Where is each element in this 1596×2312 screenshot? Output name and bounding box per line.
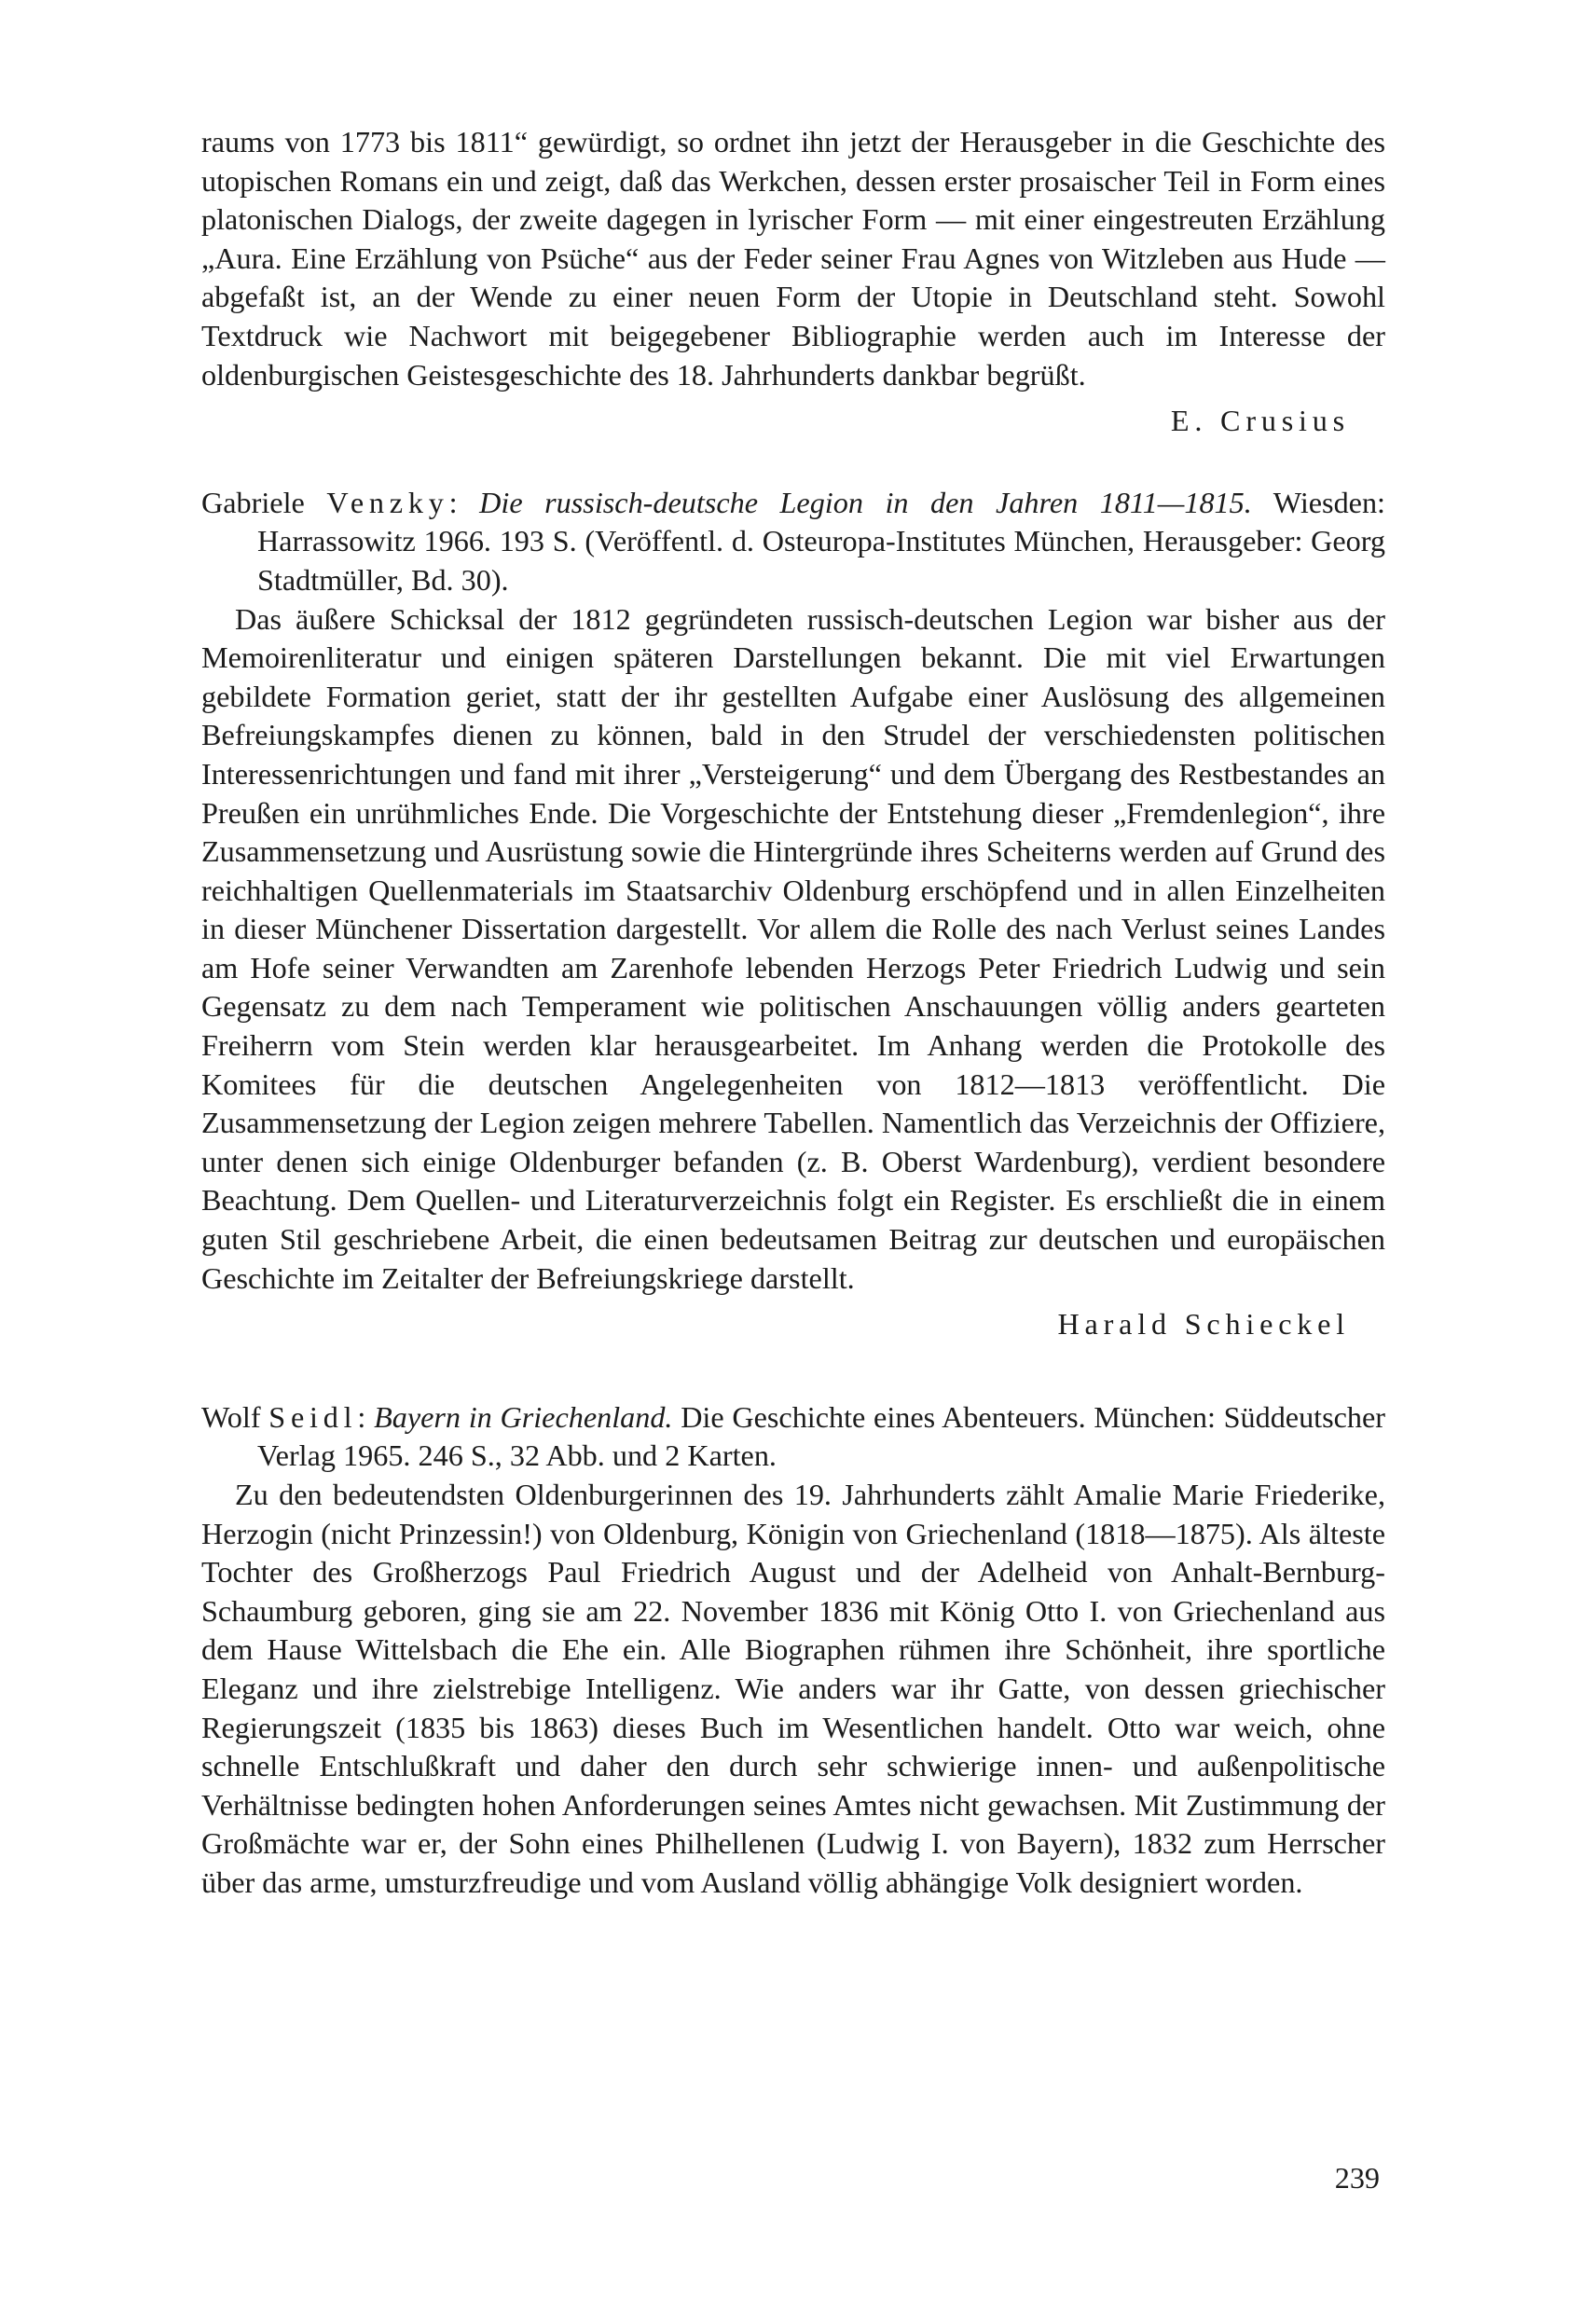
reviewer-signature: Harald Schieckel — [1057, 1307, 1350, 1342]
body-paragraph: raums von 1773 bis 1811“ gewürdigt, so ordnet ihn jetzt der Herausgeber in die Geschichte des utopischen Romans ein und zeigt, daß das Werkchen, dessen erster prosaischer Teil in Form eines platonischen Dialogs, der zweite dagegen in lyrischer Form — mit einer eingestreuten Erzählung „Aura. Eine Erzählung von Psüche“ aus der Feder seiner Frau Agnes von Witzleben aus Hude — abgefaßt ist, an der Wende zu einer neuen Form der Utopie in Deutschland steht. Sowohl Textdruck wie Nachwort mit beigegebener Bibliographie werden auch im Interesse der oldenburgischen Geistesgeschichte des 18. Jahrhunderts dankbar begrüßt. — [201, 125, 1385, 392]
bibliographic-entry — [201, 1398, 1385, 1476]
author-separator: : — [448, 485, 458, 519]
publication-details: Wiesden: Harrassowitz 1966. 193 S. (Veröffentl. d. Osteuropa-Institutes München, Herausgeber: Georg Stadtmüller, Bd. 30). — [257, 485, 1385, 597]
author-first-name: Gabriele — [201, 485, 305, 519]
spacer — [201, 441, 1385, 484]
author-separator: : — [357, 1399, 366, 1434]
page-body — [201, 123, 1385, 1903]
author-first-name: Wolf — [201, 1399, 261, 1434]
book-title: Bayern in Griechenland. — [374, 1399, 673, 1434]
book-title: Die russisch-deutsche Legion in den Jahren 1811—1815. — [479, 485, 1252, 519]
author-last-name: Seidl — [268, 1399, 358, 1434]
review-paragraph: Das äußere Schicksal der 1812 gegründeten russisch-deutschen Legion war bisher aus der Memoirenliteratur und einigen späteren Darstellungen bekannt. Die mit viel Erwartungen gebildete Formation geriet, statt der ihr gestellten Aufgabe einer Auslösung des allgemeinen Befreiungskampfes dienen zu können, bald in den Strudel der verschiedensten politischen Interessenrichtungen und fand mit ihrer „Versteigerung“ und dem Übergang des Restbestandes an Preußen ein unrühmliches Ende. Die Vorgeschichte der Entstehung dieser „Fremdenlegion“, ihre Zusammensetzung und Ausrüstung sowie die Hintergründe ihres Scheiterns werden auf Grund des reichhaltigen Quellenmaterials im Staatsarchiv Oldenburg erschöpfend und in allen Einzelheiten in dieser Münchener Dissertation dargestellt. Vor allem die Rolle des nach Verlust seines Landes am Hofe seiner Verwandten am Zarenhofe lebenden Herzogs Peter Friedrich Ludwig und sein Gegensatz zu dem nach Temperament wie politischen Anschauungen völlig anders gearteten Freiherrn vom Stein werden klar herausgearbeitet. Im Anhang werden die Protokolle des Komitees für die deutschen Angelegenheiten von 1812—1813 veröffentlicht. Die Zusammensetzung der Legion zeigen mehrere Tabellen. Namentlich das Verzeichnis der Offiziere, unter denen sich einige Oldenburger befanden (z. B. Oberst Wardenburg), verdient besondere Beachtung. Dem Quellen- und Literaturverzeichnis folgt ein Register. Es erschließt die in einem guten Stil geschriebene Arbeit, die einen bedeutsamen Beitrag zur deutschen und europäischen Geschichte im Zeitalter der Befreiungskriege darstellt. — [201, 601, 1385, 1295]
author-last-name: Venzky — [326, 485, 449, 519]
publication-details: Die Geschichte eines Abenteuers. München: Süddeutscher Verlag 1965. 246 S., 32 Abb. und 2 Karten. — [257, 1399, 1386, 1473]
review-paragraph: Zu den bedeutendsten Oldenburgerinnen des 19. Jahrhunderts zählt Amalie Marie Friederike, Herzogin (nicht Prinzessin!) von Oldenburg, Königin von Griechenland (1818—1875). Als älteste Tochter des Großherzogs Paul Friedrich August und der Adelheid von Anhalt-Bernburg-Schaumburg geboren, ging sie am 22. November 1836 mit König Otto I. von Griechenland aus dem Hause Wittelsbach die Ehe ein. Alle Biographen rühmen ihre Schönheit, ihre sportliche Eleganz und ihre zielstrebige Intelligenz. Wie anders war ihr Gatte, von dessen griechischer Regierungszeit (1835 bis 1863) dieses Buch im Wesentlichen handelt. Otto war weich, ohne schnelle Entschlußkraft und daher den durch sehr schwierige innen- und außenpolitische Verhältnisse bedingten hohen Anforderungen seines Amtes nicht gewachsen. Mit Zustimmung der Großmächte war er, der Sohn eines Philhellenen (Ludwig I. von Bayern), 1832 zum Herrscher über das arme, umsturzfreudige und vom Ausland völlig abhängige Volk designiert worden. — [201, 1478, 1385, 1899]
page-number: 239 — [1334, 2161, 1380, 2195]
bibliographic-entry — [201, 484, 1385, 600]
reviewer-signature: E. Crusius — [1170, 404, 1350, 438]
spacer — [201, 1344, 1385, 1398]
